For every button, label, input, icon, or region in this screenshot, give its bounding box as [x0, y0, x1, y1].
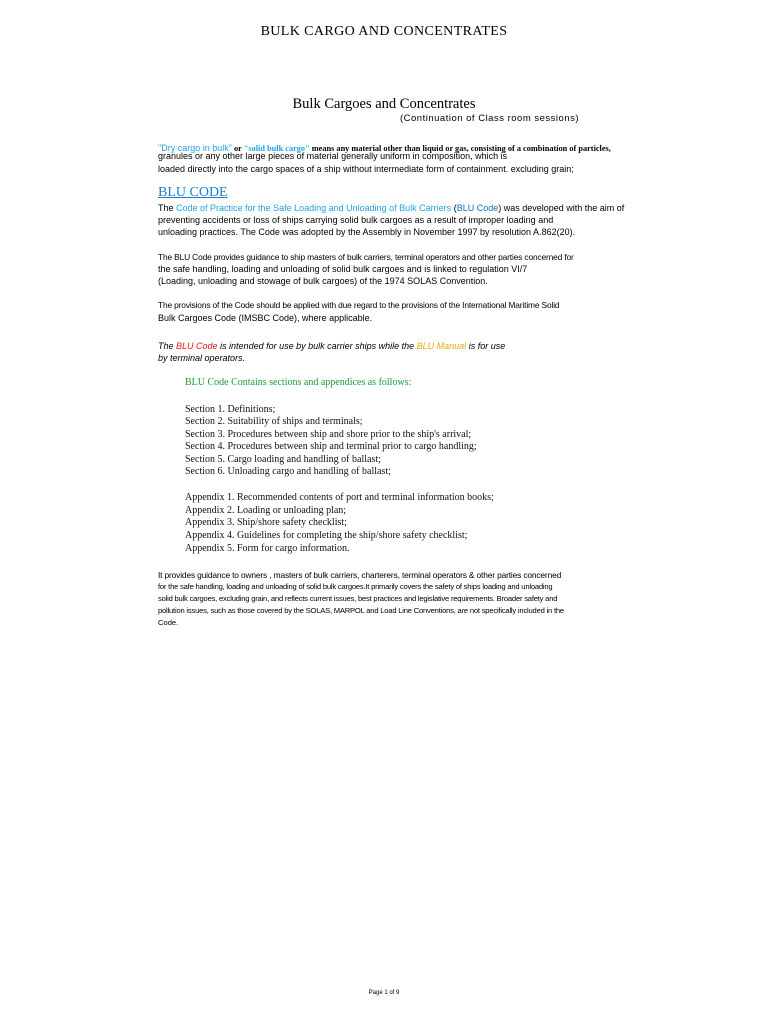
blu-p1-open: ( [451, 203, 457, 213]
section-item: Section 4. Procedures between ship and terminal prior to cargo handling; [185, 441, 477, 452]
section-item: Section 1. Definitions; [185, 404, 276, 415]
blu-p1-line-1 [158, 203, 624, 213]
definition-line-3: loaded directly into the cargo spaces of a ship without intermediate form of containment. excluding grain; [158, 164, 574, 174]
document-subtitle: (Continuation of Class room sessions) [400, 113, 580, 124]
note-blu-manual: BLU Manual [416, 341, 467, 351]
contents-intro: BLU Code Contains sections and appendices as follows: [185, 377, 412, 388]
blu-code-abbr-link[interactable]: BLU Code [456, 203, 499, 213]
blu-p1-the: The [158, 203, 177, 213]
blu-p1-close: ) [498, 203, 502, 213]
blu-p2-line-3: (Loading, unloading and stowage of bulk cargoes) of the 1974 SOLAS Convention. [158, 276, 488, 286]
note-the: The [158, 341, 177, 351]
blu-p2-line-1: The BLU Code provides guidance to ship masters of bulk carriers, terminal operators and other parties concerned for [158, 252, 574, 262]
note-line-2: by terminal operators. [158, 353, 246, 363]
guidance-line-1: It provides guidance to owners , masters of bulk carriers, charterers, terminal operators & other parties concerned [158, 570, 562, 580]
note-mid: is intended for use by bulk carrier ships while the [217, 341, 417, 351]
page-number: Page 1 of 9 [368, 990, 400, 996]
appendix-item: Appendix 1. Recommended contents of port and terminal information books; [185, 492, 494, 503]
guidance-line-5: Code. [158, 618, 179, 627]
term-dry-cargo: "Dry cargo in bulk" [158, 143, 232, 153]
note-line-1 [158, 341, 505, 351]
blu-p2-line-2: the safe handling, loading and unloading of solid bulk cargoes and is linked to regulation VI/7 [158, 264, 528, 274]
guidance-line-2: for the safe handling, loading and unloading of solid bulk cargoes.It primarily covers the safety of ships loading and unloading [158, 582, 553, 591]
blu-p1-rest: was developed with the aim of [501, 203, 625, 213]
definition-text: means any material other than liquid or gas, consisting of a combination of particles, [309, 144, 611, 153]
blu-code-full-name-link[interactable]: Code of Practice for the Safe Loading and Unloading of Bulk Carriers [176, 203, 452, 213]
document-title: Bulk Cargoes and Concentrates [292, 96, 476, 112]
appendix-item: Appendix 3. Ship/shore safety checklist; [185, 517, 347, 528]
section-item: Section 2. Suitability of ships and terminals; [185, 416, 363, 427]
note-blu-code: BLU Code [176, 341, 218, 351]
section-item: Section 6. Unloading cargo and handling of ballast; [185, 466, 391, 477]
term-or: or [231, 144, 244, 153]
blu-p1-line-2: preventing accidents or loss of ships carrying solid bulk cargoes as a result of improper loading and [158, 215, 554, 225]
blu-p1-line-3: unloading practices. The Code was adopted by the Assembly in November 1997 by resolution A.862(20). [158, 227, 576, 237]
appendix-item: Appendix 4. Guidelines for completing the ship/shore safety checklist; [185, 530, 468, 541]
definition-line-2: granules or any other large pieces of material generally uniform in composition, which is [158, 151, 508, 161]
guidance-line-4: pollution issues, such as those covered by the SOLAS, MARPOL and Load Line Conventions, are not specifically included in the [158, 606, 564, 615]
section-item: Section 5. Cargo loading and handling of ballast; [185, 454, 381, 465]
guidance-line-3: solid bulk cargoes, excluding grain, and reflects current issues, best practices and legislative requirements. Broader safety and [158, 594, 558, 603]
blu-p3-line-1: The provisions of the Code should be applied with due regard to the provisions of the International Maritime Solid [158, 300, 560, 310]
term-solid-bulk-cargo: "solid bulk cargo" [243, 144, 310, 153]
note-end: is for use [466, 341, 506, 351]
header-title: BULK CARGO AND CONCENTRATES [260, 24, 508, 39]
blu-p3-line-2: Bulk Cargoes Code (IMSBC Code), where applicable. [158, 313, 373, 323]
appendix-item: Appendix 5. Form for cargo information. [185, 543, 350, 554]
blu-code-heading: BLU CODE [158, 185, 228, 200]
section-item: Section 3. Procedures between ship and shore prior to the ship's arrival; [185, 429, 472, 440]
appendix-item: Appendix 2. Loading or unloading plan; [185, 505, 347, 516]
